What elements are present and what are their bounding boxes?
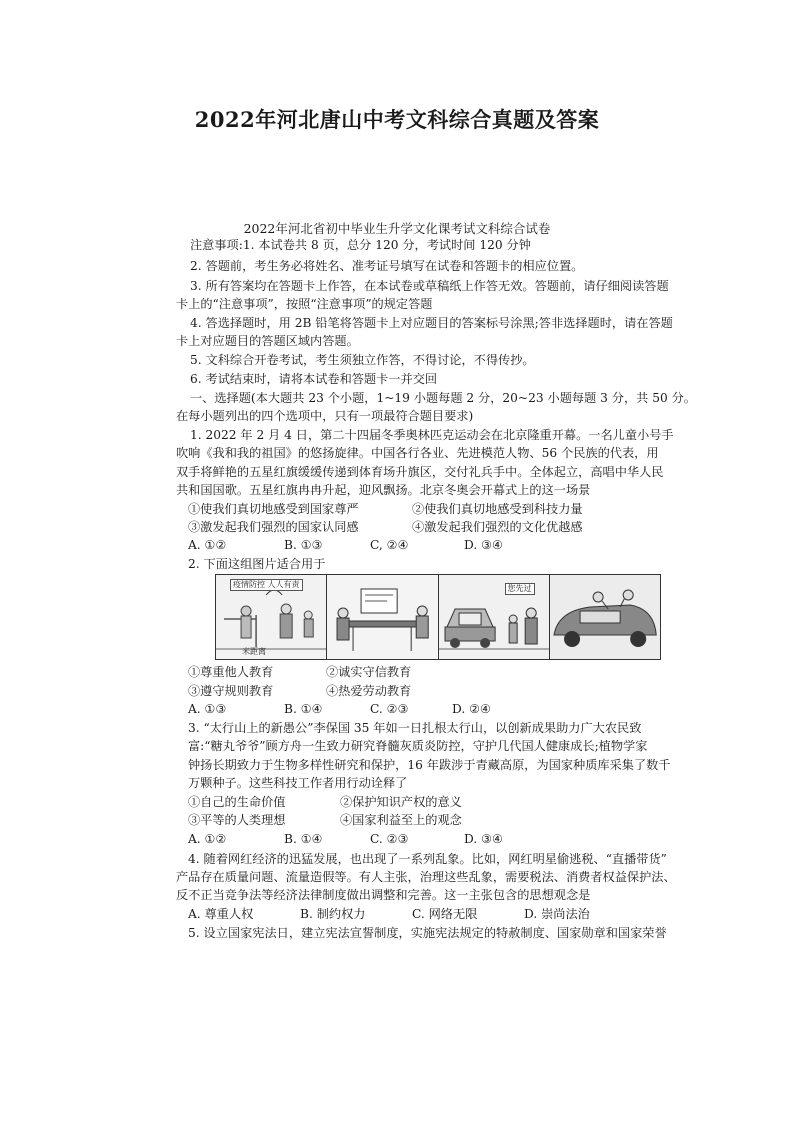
question-3-stem: 钟扬长期致力于生物多样性研究和保护，16 年跋涉于青藏高原，为国家种质库采集了数千 xyxy=(188,758,671,772)
q1-choice-b: B. ①③ xyxy=(284,538,323,552)
q2-illustration xyxy=(215,574,661,660)
q4-choice-b: B. 制约权力 xyxy=(300,907,366,921)
page-title: 2022年河北唐山中考文科综合真题及答案 xyxy=(194,107,600,132)
note-line: 注意事项:1. 本试卷共 8 页，总分 120 分，考试时间 120 分钟 xyxy=(190,238,531,252)
question-5-stem: 5. 设立国家宪法日，建立宪法宣誓制度，实施宪法规定的特赦制度、国家勋章和国家荣誉 xyxy=(188,926,667,940)
q2-option-2: ②诚实守信教育 xyxy=(326,665,412,679)
exam-title: 2022年河北省初中毕业生升学文化课考试文科综合试卷 xyxy=(243,221,551,236)
note-line: 4. 答选择题时，用 2B 铅笔将答题卡上对应题目的答案标号涂黑;答非选择题时，请在答题 xyxy=(190,316,673,330)
note-line: 6. 考试结束时，请将本试卷和答题卡一并交回 xyxy=(190,372,438,386)
question-1-stem: 吹响《我和我的祖国》的悠扬旋律。中国各行各业、先进模范人物、56 个民族的代表，用 xyxy=(176,446,659,460)
question-4-stem: 产品存在质量问题、流量造假等。有人主张，治理这些乱象，需要税法、消费者权益保护法、 xyxy=(176,870,676,884)
q1-choice-d: D. ③④ xyxy=(464,538,503,552)
section-heading: 一、选择题(本大题共 23 个小题，1~19 小题每题 2 分，20~23 小题每题 3 分，共 50 分。 xyxy=(190,391,696,405)
q1-option-3: ③激发起我们强烈的国家认同感 xyxy=(188,520,359,534)
question-1-stem: 共和国国歌。五星红旗冉冉升起，迎风飘扬。北京冬奥会开幕式上的这一场景 xyxy=(176,483,591,497)
section-heading-cont: 在每小题列出的四个选项中，只有一项最符合题目要求) xyxy=(176,409,474,423)
q2-choice-b: B. ①④ xyxy=(284,702,323,716)
note-line: 卡上对应题目的答题区域内答题。 xyxy=(176,334,359,348)
q1-option-1: ①使我们真切地感受到国家尊严 xyxy=(188,502,359,516)
q1-choice-c: C, ②④ xyxy=(370,538,409,552)
q2-option-3: ③遵守规则教育 xyxy=(188,684,274,698)
panel-queue-distancing xyxy=(216,575,327,659)
q4-choice-d: D. 崇尚法治 xyxy=(524,907,590,921)
q3-choice-d: D. ③④ xyxy=(464,832,503,846)
panel-car-yielding xyxy=(439,575,550,659)
panel-1-caption: 疫情防控 人人有责 xyxy=(230,579,303,591)
panel-desk-study xyxy=(327,575,438,659)
question-1-stem: 双手将鲜艳的五星红旗缓缓传递到体育场升旗区，交付礼兵手中。全体起立，高唱中华人民 xyxy=(176,465,664,479)
question-3-stem: 万颗种子。这些科技工作者用行动诠释了 xyxy=(188,776,408,790)
question-3-stem: 3. “太行山上的新愚公”李保国 35 年如一日扎根太行山，以创新成果助力广大农民致 xyxy=(188,721,642,735)
q1-choice-a: A. ①② xyxy=(188,538,227,552)
question-4-stem: 4. 随着网红经济的迅猛发展，也出现了一系列乱象。比如，网红明星偷逃税、“直播带货” xyxy=(188,852,667,866)
note-line: 卡上的“注意事项”，按照“注意事项”的规定答题 xyxy=(176,297,433,311)
q2-option-4: ④热爱劳动教育 xyxy=(326,684,412,698)
question-1-stem: 1. 2022 年 2 月 4 日，第二十四届冬季奥林匹克运动会在北京隆重开幕。一名儿童小号手 xyxy=(190,428,674,442)
note-line: 5. 文科综合开卷考试，考生须独立作答，不得讨论，不得传抄。 xyxy=(190,353,535,367)
q3-option-4: ④国家利益至上的观念 xyxy=(340,813,462,827)
panel-car-washing xyxy=(550,575,660,659)
q2-option-1: ①尊重他人教育 xyxy=(188,665,274,679)
q3-option-1: ①自己的生命价值 xyxy=(188,795,286,809)
q3-option-2: ②保护知识产权的意义 xyxy=(340,795,462,809)
q3-choice-a: A. ①② xyxy=(188,832,227,846)
q2-choice-d: D. ②④ xyxy=(452,702,491,716)
panel-1-floor-label: 米距离 xyxy=(242,647,266,656)
q4-choice-c: C. 网络无限 xyxy=(412,907,478,921)
question-2-stem: 2. 下面这组图片适合用于 xyxy=(188,557,326,571)
q3-option-3: ③平等的人类理想 xyxy=(188,813,286,827)
note-line: 3. 所有答案均在答题卡上作答，在本试卷或草稿纸上作答无效。答题前，请仔细阅读答题 xyxy=(190,279,669,293)
question-4-stem: 反不正当竞争法等经济法律制度做出调整和完善。这一主张包含的思想观念是 xyxy=(176,888,591,902)
q1-option-4: ④激发起我们强烈的文化优越感 xyxy=(412,520,583,534)
note-line: 2. 答题前，考生务必将姓名、准考证号填写在试卷和答题卡的相应位置。 xyxy=(190,259,584,273)
q1-option-2: ②使我们真切地感受到科技力量 xyxy=(412,502,583,516)
q2-choice-a: A. ①③ xyxy=(188,702,227,716)
q4-choice-a: A. 尊重人权 xyxy=(188,907,254,921)
question-3-stem: 富:“糖丸爷爷”顾方舟一生致力研究脊髓灰质炎防控，守护几代国人健康成长;植物学家 xyxy=(188,739,648,753)
q2-choice-c: C. ②③ xyxy=(370,702,409,716)
q3-choice-c: C. ②③ xyxy=(370,832,409,846)
panel-3-speech-bubble: 您先过 xyxy=(505,583,535,595)
q3-choice-b: B. ①④ xyxy=(284,832,323,846)
